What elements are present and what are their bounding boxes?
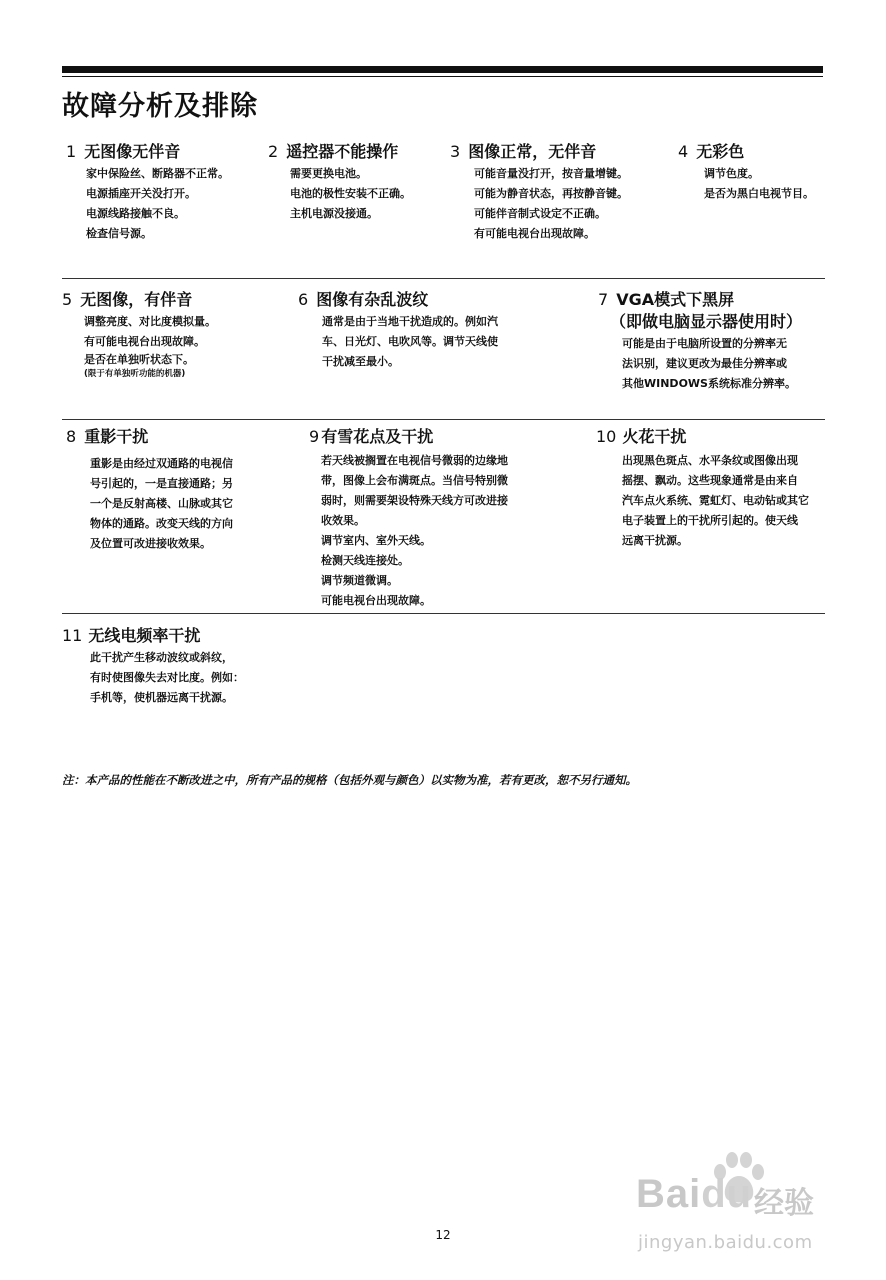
item-line: 检查信号源。 — [86, 227, 152, 240]
trouble-item-5 — [62, 289, 216, 380]
item-number: 7 — [598, 290, 609, 309]
item-line: 车、日光灯、电吹风等。调节天线使 — [322, 335, 498, 348]
item-line: 可能为静音状态，再按静音键。 — [474, 187, 628, 200]
item-line: 远离干扰源。 — [622, 534, 688, 547]
item-line: 摇摆、飘动。这些现象通常是由来自 — [622, 474, 798, 487]
header-rule-thin — [62, 76, 823, 77]
item-subtitle: （即做电脑显示器使用时） — [610, 312, 803, 331]
item-number: 9 — [309, 427, 320, 446]
row-divider — [62, 278, 825, 279]
trouble-item-7 — [598, 289, 802, 394]
item-line: 物体的通路。改变天线的方向 — [90, 517, 233, 530]
item-line: 是否在单独听状态下。 — [84, 353, 194, 366]
item-line: 干扰减至最小。 — [322, 355, 399, 368]
item-line: 调整亮度、对比度模拟量。 — [84, 315, 216, 328]
item-number: 11 — [62, 626, 83, 645]
item-line: 一个是反射高楼、山脉或其它 — [90, 497, 233, 510]
item-line: 有可能电视台出现故障。 — [84, 335, 205, 348]
item-title: 无图像无伴音 — [84, 142, 181, 161]
baidu-watermark — [636, 1150, 846, 1270]
item-line: 号引起的，一是直接通路；另 — [90, 477, 233, 490]
watermark-brand-cn: 经验 — [754, 1186, 814, 1221]
item-title: 无线电频率干扰 — [88, 626, 201, 645]
item-line: 是否为黑白电视节目。 — [704, 187, 814, 200]
item-title: 无图像，有伴音 — [80, 290, 193, 309]
item-number: 1 — [66, 142, 77, 161]
item-footnote: (限于有单独听功能的机器) — [84, 369, 186, 379]
header-rule-thick — [62, 66, 823, 73]
item-line: 电子装置上的干扰所引起的。使天线 — [622, 514, 798, 527]
item-number: 10 — [596, 427, 617, 446]
item-line: 有可能电视台出现故障。 — [474, 227, 595, 240]
item-line: 此干扰产生移动波纹或斜纹， — [90, 651, 233, 664]
item-line: 调节色度。 — [704, 167, 759, 180]
item-line: 通常是由于当地干扰造成的。例如汽 — [322, 315, 498, 328]
row-divider — [62, 419, 825, 420]
item-line: 手机等，使机器远离干扰源。 — [90, 691, 233, 704]
row-divider — [62, 613, 825, 614]
item-line: 电源插座开关没打开。 — [86, 187, 196, 200]
watermark-brand: Baidu — [636, 1172, 753, 1216]
trouble-item-11 — [62, 625, 244, 708]
item-line: 法识别，建议更改为最佳分辨率或 — [622, 357, 787, 370]
item-line: 调节频道微调。 — [321, 574, 398, 587]
item-title: 无彩色 — [696, 142, 745, 161]
item-number: 5 — [62, 290, 73, 309]
item-line: 可能是由于电脑所设置的分辨率无 — [622, 337, 787, 350]
trouble-item-8 — [66, 426, 233, 554]
page-number: 12 — [435, 1228, 451, 1242]
item-line: 出现黑色斑点、水平条纹或图像出现 — [622, 454, 798, 467]
disclaimer-note: 注：本产品的性能在不断改进之中，所有产品的规格（包括外观与颜色）以实物为准，若有更改，恕不另行通知。 — [62, 773, 637, 787]
trouble-item-4 — [678, 141, 814, 204]
item-line: 带，图像上会布满斑点。当信号特别微 — [321, 474, 508, 487]
item-line: 电池的极性安装不正确。 — [290, 187, 411, 200]
item-number: 4 — [678, 142, 689, 161]
trouble-item-6 — [298, 289, 498, 372]
item-title: 重影干扰 — [84, 427, 149, 446]
item-line: 主机电源没接通。 — [290, 207, 378, 220]
item-title: VGA模式下黑屏 — [616, 290, 735, 309]
trouble-item-9 — [309, 426, 508, 611]
item-line: 电源线路接触不良。 — [86, 207, 185, 220]
item-line: 可能伴音制式设定不正确。 — [474, 207, 606, 220]
item-title: 有雪花点及干扰 — [321, 427, 434, 446]
trouble-item-2 — [268, 141, 411, 224]
item-title: 图像正常，无伴音 — [468, 142, 597, 161]
item-line: 需要更换电池。 — [290, 167, 367, 180]
item-line: 收效果。 — [321, 514, 365, 527]
item-line: 可能电视台出现故障。 — [321, 594, 431, 607]
item-title: 遥控器不能操作 — [286, 142, 399, 161]
trouble-item-10 — [596, 426, 809, 551]
item-line: 其他WINDOWS系统标准分辨率。 — [622, 377, 796, 390]
watermark-url: jingyan.baidu.com — [638, 1232, 813, 1253]
item-line: 调节室内、室外天线。 — [321, 534, 431, 547]
trouble-item-1 — [66, 141, 229, 244]
item-line: 汽车点火系统、霓虹灯、电动钻或其它 — [622, 494, 809, 507]
item-line: 弱时，则需要架设特殊天线方可改进接 — [321, 494, 508, 507]
item-line: 家中保险丝、断路器不正常。 — [86, 167, 229, 180]
page-title: 故障分析及排除 — [62, 91, 258, 122]
trouble-item-3 — [450, 141, 628, 244]
item-title: 火花干扰 — [622, 427, 687, 446]
item-line: 若天线被搁置在电视信号微弱的边缘地 — [321, 454, 508, 467]
item-line: 重影是由经过双通路的电视信 — [90, 457, 233, 470]
item-number: 6 — [298, 290, 309, 309]
item-line: 检测天线连接处。 — [321, 554, 409, 567]
item-number: 2 — [268, 142, 279, 161]
item-line: 及位置可改进接收效果。 — [90, 537, 211, 550]
item-number: 3 — [450, 142, 461, 161]
item-title: 图像有杂乱波纹 — [316, 290, 429, 309]
item-line: 有时使图像失去对比度。例如： — [90, 671, 244, 684]
item-line: 可能音量没打开，按音量增键。 — [474, 167, 628, 180]
item-number: 8 — [66, 427, 77, 446]
